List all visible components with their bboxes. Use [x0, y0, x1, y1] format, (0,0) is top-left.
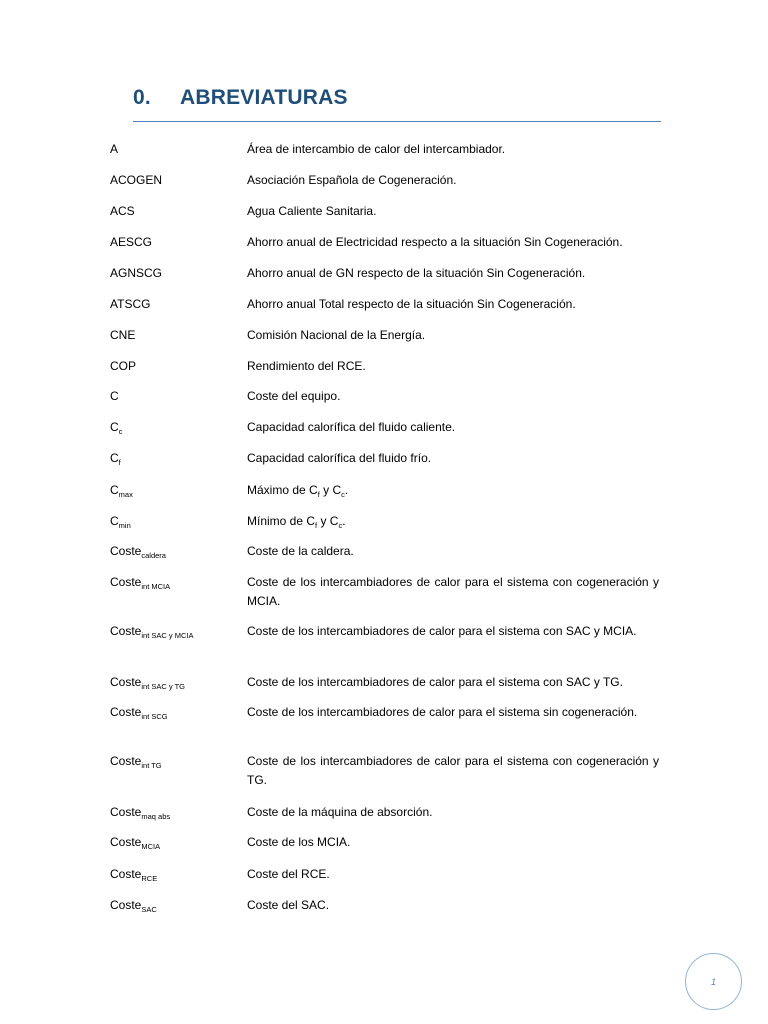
abbreviation-main: Coste [110, 867, 142, 881]
heading-underline [133, 121, 661, 122]
abbreviation-main: A [110, 142, 119, 156]
abbreviation-main: CNE [110, 328, 136, 342]
abbreviation-description: Coste de los MCIA. [247, 835, 351, 849]
abbreviation-term [110, 803, 240, 822]
description-text: y C [319, 483, 342, 497]
abbreviation-subscript: f [118, 458, 121, 467]
abbreviation-main: Coste [110, 544, 142, 558]
abbreviation-description: Coste del RCE. [247, 867, 330, 881]
abbreviation-term [110, 622, 240, 641]
abbreviation-term [110, 295, 240, 314]
abbreviation-subscript: SAC [141, 905, 157, 914]
abbreviation-main: C [110, 514, 119, 528]
abbreviation-subscript: int SAC y MCIA [141, 631, 194, 640]
description-subscript: f [315, 521, 318, 530]
abbreviation-description: Coste de los intercambiadores de calor para el sistema con SAC y TG. [247, 675, 623, 689]
abbreviation-description: Coste de la máquina de absorción. [247, 805, 433, 819]
abbreviation-subscript: int SAC y TG [141, 682, 185, 691]
abbreviation-term [110, 481, 240, 500]
abbreviation-description: Ahorro anual Total respecto de la situación Sin Cogeneración. [247, 297, 576, 311]
abbreviation-main: Coste [110, 624, 142, 638]
abbreviation-term [110, 833, 240, 852]
abbreviation-term [110, 140, 240, 159]
description-subscript: c [338, 521, 343, 530]
abbreviation-main: AGNSCG [110, 266, 163, 280]
abbreviation-term [110, 673, 240, 692]
abbreviation-description: Coste de los intercambiadores de calor para el sistema con SAC y MCIA. [247, 624, 637, 638]
abbreviation-term [110, 264, 240, 283]
description-text: . [344, 483, 349, 497]
abbreviation-description: Coste de los intercambiadores de calor para el sistema con cogeneración y MCIA. [247, 575, 659, 608]
abbreviation-description: Rendimiento del RCE. [247, 359, 366, 373]
abbreviation-subscript: RCE [141, 874, 158, 883]
abbreviation-main: Coste [110, 575, 142, 589]
abbreviation-term [110, 752, 240, 771]
abbreviation-main: Coste [110, 754, 142, 768]
abbreviation-term [110, 542, 240, 561]
abbreviation-main: C [110, 483, 119, 497]
abbreviation-description: Coste de los intercambiadores de calor para el sistema con cogeneración y TG. [247, 754, 659, 787]
abbreviation-description: Coste de la caldera. [247, 544, 354, 558]
abbreviation-term [110, 202, 240, 221]
abbreviation-description: Comisión Nacional de la Energía. [247, 328, 426, 342]
page-number: 1 [710, 976, 716, 987]
abbreviation-main: Coste [110, 705, 142, 719]
abbreviation-subscript: int MCIA [141, 582, 171, 591]
abbreviation-term [110, 387, 240, 406]
abbreviation-description: Asociación Española de Cogeneración. [247, 173, 457, 187]
description-text: Mínimo de C [247, 514, 316, 528]
abbreviation-subscript: max [118, 490, 133, 499]
abbreviation-description: Coste de los intercambiadores de calor para el sistema sin cogeneración. [247, 705, 638, 719]
abbreviation-main: ACS [110, 204, 135, 218]
abbreviation-term [110, 865, 240, 884]
abbreviation-description: Capacidad calorífica del fluido frío. [247, 451, 432, 465]
abbreviation-main: Coste [110, 898, 142, 912]
abbreviation-main: Coste [110, 675, 142, 689]
section-number: 0. [133, 86, 151, 109]
abbreviation-description: Agua Caliente Sanitaria. [247, 204, 377, 218]
abbreviation-subscript: caldera [141, 551, 166, 560]
abbreviation-main: Coste [110, 835, 142, 849]
abbreviation-subscript: int TG [141, 761, 162, 770]
abbreviation-main: ATSCG [110, 297, 151, 311]
abbreviation-term [110, 418, 240, 437]
abbreviation-main: ACOGEN [110, 173, 163, 187]
abbreviation-subscript: int SCG [141, 712, 168, 721]
abbreviation-term [110, 357, 240, 376]
section-title: ABREVIATURAS [180, 86, 348, 109]
abbreviation-term [110, 573, 240, 592]
abbreviation-description: Ahorro anual de Electricidad respecto a la situación Sin Cogeneración. [247, 235, 623, 249]
abbreviation-main: C [110, 451, 119, 465]
abbreviation-description: Coste del SAC. [247, 898, 330, 912]
abbreviation-description: Capacidad calorífica del fluido caliente. [247, 420, 456, 434]
abbreviation-term [110, 326, 240, 345]
abbreviation-term [110, 233, 240, 252]
abbreviation-main: COP [110, 359, 137, 373]
description-text: Máximo de C [247, 483, 318, 497]
description-subscript: f [317, 490, 320, 499]
abbreviation-subscript: min [118, 521, 131, 530]
abbreviation-description [247, 481, 659, 500]
abbreviation-subscript: MCIA [141, 842, 161, 851]
page-number-badge [685, 953, 742, 1010]
abbreviation-term [110, 449, 240, 468]
abbreviation-description: Ahorro anual de GN respecto de la situación Sin Cogeneración. [247, 266, 586, 280]
abbreviation-subscript: maq abs [141, 812, 171, 821]
abbreviation-term [110, 171, 240, 190]
abbreviation-term [110, 512, 240, 531]
abbreviation-term [110, 896, 240, 915]
abbreviation-description: Área de intercambio de calor del intercambiador. [247, 142, 506, 156]
description-subscript: c [341, 490, 345, 499]
abbreviation-term [110, 703, 240, 722]
abbreviation-main: C [110, 420, 119, 434]
description-text: y C [317, 514, 339, 528]
abbreviation-main: AESCG [110, 235, 153, 249]
abbreviation-description: Coste del equipo. [247, 389, 341, 403]
section-heading [133, 86, 348, 110]
abbreviation-subscript: c [118, 427, 123, 436]
abbreviation-main: C [110, 389, 119, 403]
abbreviation-main: Coste [110, 805, 142, 819]
abbreviation-description [247, 512, 659, 531]
description-text: . [342, 514, 346, 528]
